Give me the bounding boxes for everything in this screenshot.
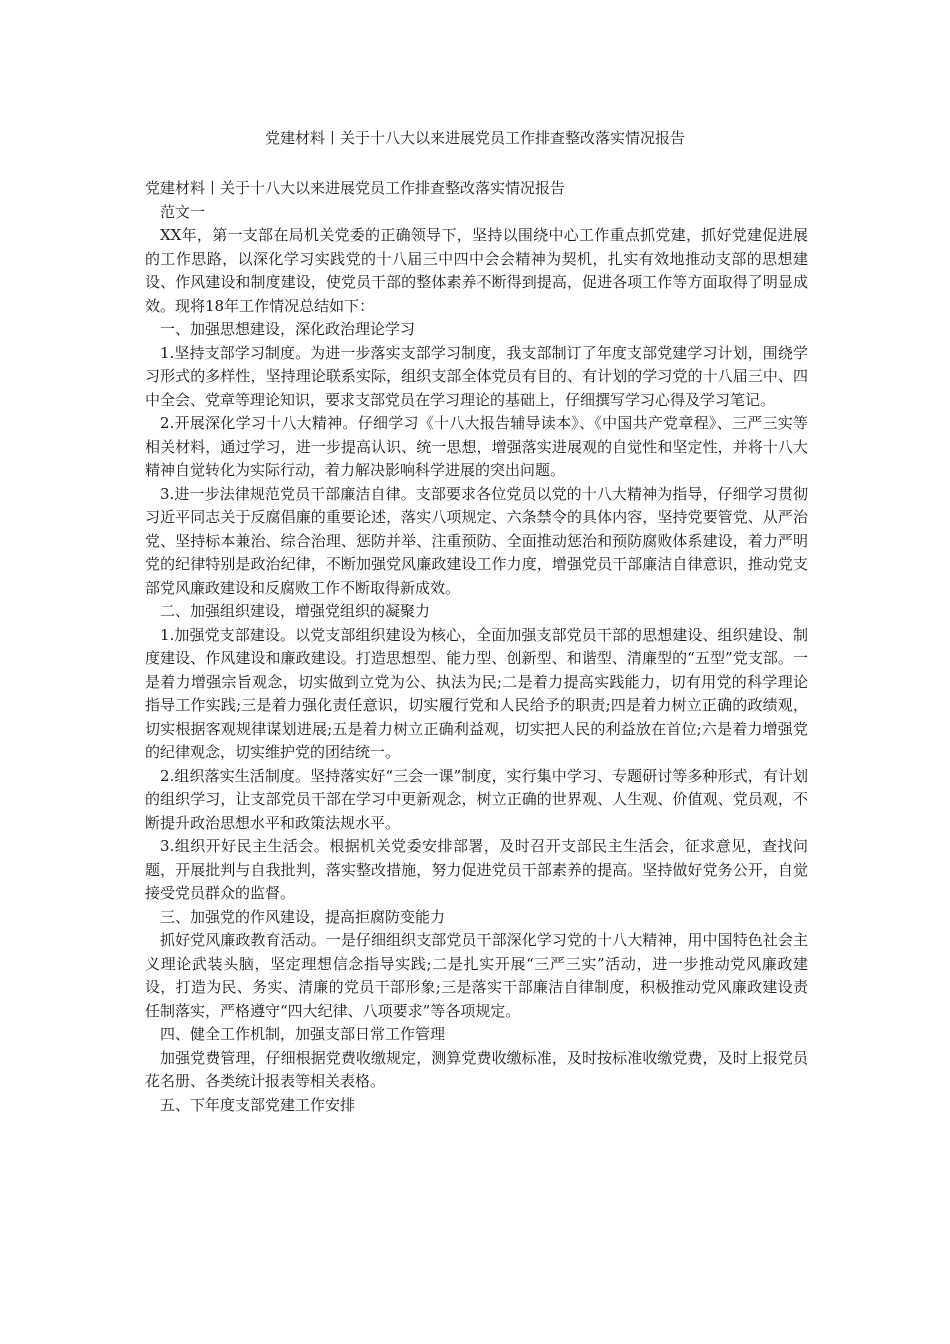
section-heading-4: 四、健全工作机制，加强支部日常工作管理 bbox=[160, 1025, 446, 1043]
intro-paragraph: XX年，第一支部在局机关党委的正确领导下，坚持以围绕中心工作重点抓党建，抓好党建促进展的工作思路，以深化学习实践党的十八届三中四中会会精神为契机，扎实有效地推动支部的思想建设、作风建设和制度建设，使党员干部的整体素养不断得到提高，促进各项工作等方面取得了明显成效。现将18年工作情况总结如下： bbox=[145, 226, 808, 315]
document-subtitle: 党建材料丨关于十八大以来进展党员工作排查整改落实情况报告 bbox=[145, 179, 566, 197]
body-paragraph: 抓好党风廉政教育活动。一是仔细组织支部党员干部深化学习党的十八大精神，用中国特色社会主义理论武装头脑，坚定理想信念指导实践;二是扎实开展“三严三实”活动，进一步推动党风廉政建设，打造为民、务实、清廉的党员干部形象;三是落实干部廉洁自律制度，积极推动党风廉政建设责任制落实，严格遵守“四大纪律、八项要求”等各项规定。 bbox=[145, 931, 808, 1020]
sample-label: 范文一 bbox=[160, 202, 206, 221]
body-paragraph: 加强党费管理，仔细根据党费收缴规定，测算党费收缴标准，及时按标准收缴党费，及时上报党员花名册、各类统计报表等相关表格。 bbox=[145, 1048, 808, 1090]
body-paragraph: 2.开展深化学习十八大精神。仔细学习《十八大报告辅导读本》、《中国共产党章程》、三严三实等相关材料，通过学习，进一步提高认识、统一思想，增强落实进展观的自觉性和坚定性，并将十八大精神自觉转化为实际行动，着力解决影响科学进展的突出问题。 bbox=[145, 414, 808, 479]
body-paragraph: 1.坚持支部学习制度。为进一步落实支部学习制度，我支部制订了年度支部党建学习计划，围绕学习形式的多样性，坚持理论联系实际，组织支部全体党员有目的、有计划的学习党的十八届三中、四中全会、党章等理论知识，要求支部党员在学习理论的基础上，仔细撰写学习心得及学习笔记。 bbox=[145, 343, 808, 409]
body-paragraph: 3.组织开好民主生活会。根据机关党委安排部署，及时召开支部民主生活会，征求意见，查找问题，开展批判与自我批判，落实整改措施，努力促进党员干部素养的提高。坚持做好党务公开，自觉接受党员群众的监督。 bbox=[145, 837, 808, 902]
section-heading-5: 五、下年度支部党建工作安排 bbox=[160, 1095, 356, 1114]
section-heading-1: 一、加强思想建设，深化政治理论学习 bbox=[160, 320, 416, 338]
body-paragraph: 2.组织落实生活制度。坚持落实好“三会一课”制度，实行集中学习、专题研讨等多种形式，有计划的组织学习，让支部党员干部在学习中更新观念，树立正确的世界观、人生观、价值观、党员观，不断提升政治思想水平和政策法规水平。 bbox=[145, 766, 808, 832]
body-paragraph: 3.进一步法律规范党员干部廉洁自律。支部要求各位党员以党的十八大精神为指导，仔细学习贯彻习近平同志关于反腐倡廉的重要论述，落实八项规定、六条禁令的具体内容，坚持党要管党、从严治党、坚持标本兼治、综合治理、惩防并举、注重预防、全面推动惩治和预防腐败体系建设，着力严明党的纪律特别是政治纪律，不断加强党风廉政建设工作力度，增强党员干部廉洁自律意识，推动党支部党风廉政建设和反腐败工作不断取得新成效。 bbox=[145, 484, 808, 597]
document-body bbox=[145, 177, 808, 1117]
section-heading-3: 三、加强党的作风建设，提高拒腐防变能力 bbox=[160, 907, 446, 926]
body-paragraph: 1.加强党支部建设。以党支部组织建设为核心，全面加强支部党员干部的思想建设、组织建设、制度建设、作风建设和廉政建设。打造思想型、能力型、创新型、和谐型、清廉型的“五型”党支部。一是着力增强宗旨观念，切实做到立党为公、执法为民;二是着力提高实践能力，切有用党的科学理论指导工作实践;三是着力强化责任意识，切实履行党和人民给予的职责;四是着力树立正确的政绩观，切实根据客观规律谋划进展;五是着力树立正确利益观，切实把人民的利益放在首位;六是着力增强党的纪律观念，切实维护党的团结统一。 bbox=[145, 625, 808, 761]
section-heading-2: 二、加强组织建设，增强党组织的凝聚力 bbox=[160, 602, 431, 620]
document-title: 党建材料丨关于十八大以来进展党员工作排查整改落实情况报告 bbox=[264, 129, 685, 147]
